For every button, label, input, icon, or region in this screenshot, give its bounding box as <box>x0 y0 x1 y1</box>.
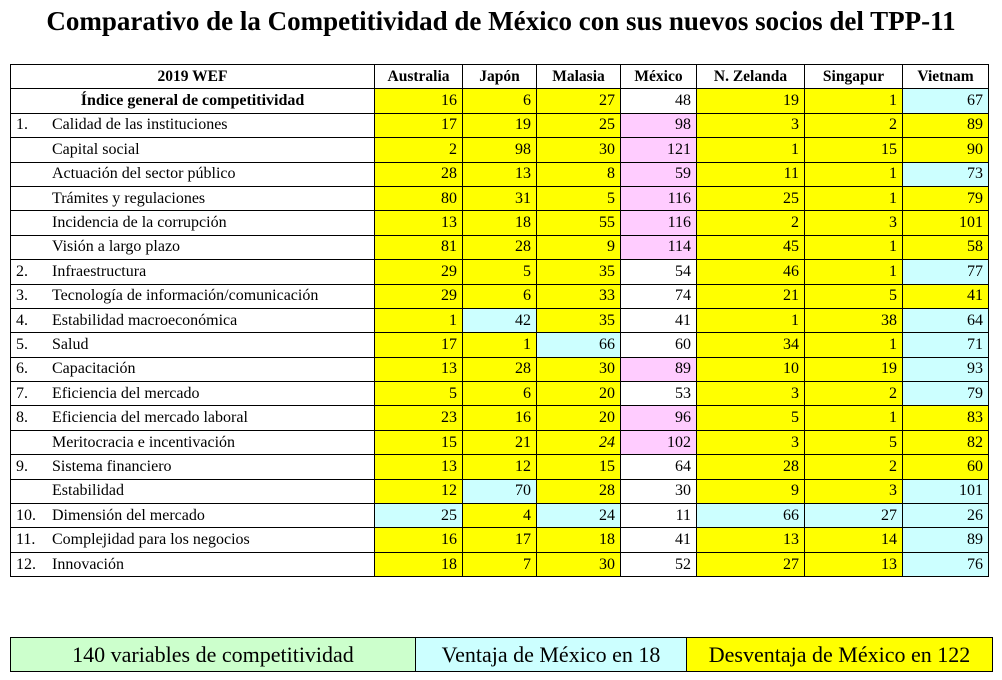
value-cell: 90 <box>903 138 989 162</box>
value-cell: 17 <box>375 333 463 357</box>
row-number: 4. <box>16 311 28 329</box>
value-cell: 35 <box>537 308 621 332</box>
value-cell: 116 <box>621 211 697 235</box>
row-label <box>11 284 375 308</box>
row-label <box>11 357 375 381</box>
value-cell: 8 <box>537 162 621 186</box>
value-cell: 58 <box>903 235 989 259</box>
table-row <box>11 406 989 430</box>
table-row <box>11 357 989 381</box>
column-header: Australia <box>375 65 463 89</box>
column-header: Malasia <box>537 65 621 89</box>
value-cell: 33 <box>537 284 621 308</box>
table-row <box>11 430 989 454</box>
value-cell: 13 <box>375 357 463 381</box>
value-cell: 12 <box>463 455 537 479</box>
value-cell: 9 <box>697 479 805 503</box>
value-cell: 1 <box>805 333 903 357</box>
row-label <box>11 406 375 430</box>
value-cell: 11 <box>697 162 805 186</box>
value-cell: 16 <box>375 89 463 113</box>
value-cell: 98 <box>621 113 697 137</box>
value-cell: 4 <box>463 504 537 528</box>
table-row <box>11 211 989 235</box>
value-cell: 6 <box>463 284 537 308</box>
row-label-text: Eficiencia del mercado laboral <box>52 409 248 427</box>
column-header: N. Zelanda <box>697 65 805 89</box>
value-cell: 17 <box>463 528 537 552</box>
value-cell: 3 <box>805 211 903 235</box>
row-number: 1. <box>16 116 28 134</box>
row-label-text: Estabilidad <box>52 482 124 500</box>
value-cell: 41 <box>903 284 989 308</box>
legend-disadvantage: Desventaja de México en 122 <box>687 638 993 672</box>
legend <box>10 637 993 672</box>
legend-advantage: Ventaja de México en 18 <box>416 638 687 672</box>
value-cell: 5 <box>375 382 463 406</box>
value-cell: 35 <box>537 260 621 284</box>
row-label <box>11 260 375 284</box>
row-label <box>11 186 375 210</box>
row-label-text: Capital social <box>52 140 140 158</box>
value-cell: 41 <box>621 528 697 552</box>
value-cell: 42 <box>463 308 537 332</box>
value-cell: 27 <box>697 552 805 576</box>
row-number: 5. <box>16 335 28 353</box>
row-label <box>11 308 375 332</box>
value-cell: 21 <box>697 284 805 308</box>
value-cell: 15 <box>805 138 903 162</box>
value-cell: 3 <box>805 479 903 503</box>
header-label: 2019 WEF <box>11 65 375 89</box>
table-row <box>11 382 989 406</box>
value-cell: 66 <box>697 504 805 528</box>
value-cell: 11 <box>621 504 697 528</box>
value-cell: 2 <box>805 455 903 479</box>
row-label-text: Innovación <box>52 555 124 573</box>
value-cell: 12 <box>375 479 463 503</box>
row-label <box>11 138 375 162</box>
row-label-text: Salud <box>52 335 89 353</box>
value-cell: 24 <box>537 430 621 454</box>
value-cell: 60 <box>903 455 989 479</box>
value-cell: 30 <box>537 552 621 576</box>
page-title: Comparativo de la Competitividad de México con sus nuevos socios del TPP-11 <box>46 6 956 36</box>
value-cell: 81 <box>375 235 463 259</box>
row-label <box>11 430 375 454</box>
table-row <box>11 235 989 259</box>
value-cell: 31 <box>463 186 537 210</box>
table-body <box>11 89 989 577</box>
value-cell: 28 <box>463 357 537 381</box>
row-number: 6. <box>16 360 28 378</box>
row-label <box>11 162 375 186</box>
value-cell: 48 <box>621 89 697 113</box>
value-cell: 66 <box>537 333 621 357</box>
value-cell: 73 <box>903 162 989 186</box>
row-label-text: Calidad de las instituciones <box>52 116 228 134</box>
value-cell: 6 <box>463 89 537 113</box>
value-cell: 70 <box>463 479 537 503</box>
value-cell: 16 <box>375 528 463 552</box>
value-cell: 1 <box>375 308 463 332</box>
row-label-text: Incidencia de la corrupción <box>52 214 227 232</box>
table-row <box>11 260 989 284</box>
value-cell: 89 <box>903 113 989 137</box>
row-label <box>11 211 375 235</box>
value-cell: 102 <box>621 430 697 454</box>
value-cell: 3 <box>697 113 805 137</box>
value-cell: 121 <box>621 138 697 162</box>
column-header: Japón <box>463 65 537 89</box>
value-cell: 27 <box>805 504 903 528</box>
value-cell: 34 <box>697 333 805 357</box>
row-label <box>11 113 375 137</box>
row-label <box>11 89 375 113</box>
table-row <box>11 89 989 113</box>
value-cell: 46 <box>697 260 805 284</box>
value-cell: 24 <box>537 504 621 528</box>
table-row <box>11 504 989 528</box>
value-cell: 1 <box>805 186 903 210</box>
table-row <box>11 308 989 332</box>
value-cell: 3 <box>697 430 805 454</box>
row-number: 10. <box>16 506 36 524</box>
value-cell: 45 <box>697 235 805 259</box>
value-cell: 26 <box>903 504 989 528</box>
value-cell: 1 <box>805 235 903 259</box>
value-cell: 114 <box>621 235 697 259</box>
row-label <box>11 382 375 406</box>
row-label-text: Meritocracia e incentivación <box>52 433 236 451</box>
value-cell: 64 <box>903 308 989 332</box>
value-cell: 28 <box>375 162 463 186</box>
value-cell: 74 <box>621 284 697 308</box>
table-row <box>11 138 989 162</box>
row-label-text: Eficiencia del mercado <box>52 384 200 402</box>
value-cell: 13 <box>375 211 463 235</box>
value-cell: 15 <box>537 455 621 479</box>
value-cell: 38 <box>805 308 903 332</box>
row-label-text: Estabilidad macroeconómica <box>52 311 238 329</box>
value-cell: 25 <box>537 113 621 137</box>
value-cell: 18 <box>375 552 463 576</box>
column-header: México <box>621 65 697 89</box>
value-cell: 1 <box>805 89 903 113</box>
value-cell: 101 <box>903 211 989 235</box>
value-cell: 53 <box>621 382 697 406</box>
value-cell: 13 <box>375 455 463 479</box>
value-cell: 21 <box>463 430 537 454</box>
value-cell: 2 <box>697 211 805 235</box>
value-cell: 76 <box>903 552 989 576</box>
value-cell: 19 <box>697 89 805 113</box>
value-cell: 5 <box>537 186 621 210</box>
value-cell: 6 <box>463 382 537 406</box>
value-cell: 2 <box>805 382 903 406</box>
value-cell: 101 <box>903 479 989 503</box>
row-number: 3. <box>16 287 28 305</box>
value-cell: 14 <box>805 528 903 552</box>
value-cell: 79 <box>903 382 989 406</box>
value-cell: 7 <box>463 552 537 576</box>
row-label <box>11 333 375 357</box>
table-row <box>11 455 989 479</box>
value-cell: 19 <box>805 357 903 381</box>
value-cell: 13 <box>697 528 805 552</box>
value-cell: 30 <box>537 357 621 381</box>
row-label <box>11 504 375 528</box>
table-row <box>11 528 989 552</box>
value-cell: 77 <box>903 260 989 284</box>
value-cell: 55 <box>537 211 621 235</box>
value-cell: 18 <box>463 211 537 235</box>
value-cell: 64 <box>621 455 697 479</box>
row-label-text: Capacitación <box>52 360 136 378</box>
value-cell: 41 <box>621 308 697 332</box>
row-label-text: Visión a largo plazo <box>52 238 181 256</box>
value-cell: 52 <box>621 552 697 576</box>
row-number: 9. <box>16 457 28 475</box>
value-cell: 1 <box>697 138 805 162</box>
value-cell: 13 <box>463 162 537 186</box>
row-label <box>11 455 375 479</box>
table-row <box>11 186 989 210</box>
row-number: 8. <box>16 409 28 427</box>
column-header: Vietnam <box>903 65 989 89</box>
value-cell: 1 <box>805 406 903 430</box>
value-cell: 1 <box>697 308 805 332</box>
value-cell: 19 <box>463 113 537 137</box>
table-row <box>11 479 989 503</box>
value-cell: 80 <box>375 186 463 210</box>
table-row <box>11 333 989 357</box>
value-cell: 1 <box>463 333 537 357</box>
value-cell: 60 <box>621 333 697 357</box>
row-label-text: Complejidad para los negocios <box>52 531 250 549</box>
value-cell: 25 <box>375 504 463 528</box>
value-cell: 83 <box>903 406 989 430</box>
value-cell: 2 <box>805 113 903 137</box>
value-cell: 67 <box>903 89 989 113</box>
column-header: Singapur <box>805 65 903 89</box>
table-row <box>11 284 989 308</box>
value-cell: 13 <box>805 552 903 576</box>
value-cell: 30 <box>537 138 621 162</box>
value-cell: 59 <box>621 162 697 186</box>
row-label-text: Trámites y regulaciones <box>52 189 206 207</box>
table-row <box>11 113 989 137</box>
value-cell: 9 <box>537 235 621 259</box>
competitiveness-table <box>10 64 989 577</box>
value-cell: 96 <box>621 406 697 430</box>
row-label-text: Infraestructura <box>52 262 147 280</box>
value-cell: 16 <box>463 406 537 430</box>
value-cell: 1 <box>805 162 903 186</box>
value-cell: 28 <box>537 479 621 503</box>
value-cell: 1 <box>805 260 903 284</box>
value-cell: 2 <box>375 138 463 162</box>
value-cell: 3 <box>697 382 805 406</box>
value-cell: 79 <box>903 186 989 210</box>
value-cell: 71 <box>903 333 989 357</box>
row-label-text: Actuación del sector público <box>52 165 236 183</box>
value-cell: 17 <box>375 113 463 137</box>
row-number: 2. <box>16 262 28 280</box>
value-cell: 28 <box>697 455 805 479</box>
value-cell: 30 <box>621 479 697 503</box>
value-cell: 15 <box>375 430 463 454</box>
value-cell: 27 <box>537 89 621 113</box>
row-number: 11. <box>16 531 36 549</box>
value-cell: 28 <box>463 235 537 259</box>
value-cell: 20 <box>537 406 621 430</box>
value-cell: 5 <box>697 406 805 430</box>
row-label-text: Dimensión del mercado <box>52 506 205 524</box>
value-cell: 29 <box>375 260 463 284</box>
row-label-text: Sistema financiero <box>52 457 172 475</box>
value-cell: 98 <box>463 138 537 162</box>
table-row <box>11 552 989 576</box>
value-cell: 18 <box>537 528 621 552</box>
value-cell: 25 <box>697 186 805 210</box>
table-row <box>11 162 989 186</box>
value-cell: 10 <box>697 357 805 381</box>
row-label-text: Índice general de competitividad <box>80 92 305 110</box>
value-cell: 29 <box>375 284 463 308</box>
value-cell: 23 <box>375 406 463 430</box>
value-cell: 93 <box>903 357 989 381</box>
value-cell: 20 <box>537 382 621 406</box>
value-cell: 5 <box>463 260 537 284</box>
legend-total: 140 variables de competitividad <box>11 638 416 672</box>
table-header-row <box>11 65 989 89</box>
row-number: 7. <box>16 384 28 402</box>
value-cell: 116 <box>621 186 697 210</box>
row-number: 12. <box>16 555 36 573</box>
value-cell: 89 <box>903 528 989 552</box>
value-cell: 82 <box>903 430 989 454</box>
value-cell: 54 <box>621 260 697 284</box>
row-label <box>11 479 375 503</box>
row-label-text: Tecnología de información/comunicación <box>52 287 319 305</box>
value-cell: 5 <box>805 284 903 308</box>
row-label <box>11 552 375 576</box>
value-cell: 5 <box>805 430 903 454</box>
row-label <box>11 528 375 552</box>
value-cell: 89 <box>621 357 697 381</box>
row-label <box>11 235 375 259</box>
